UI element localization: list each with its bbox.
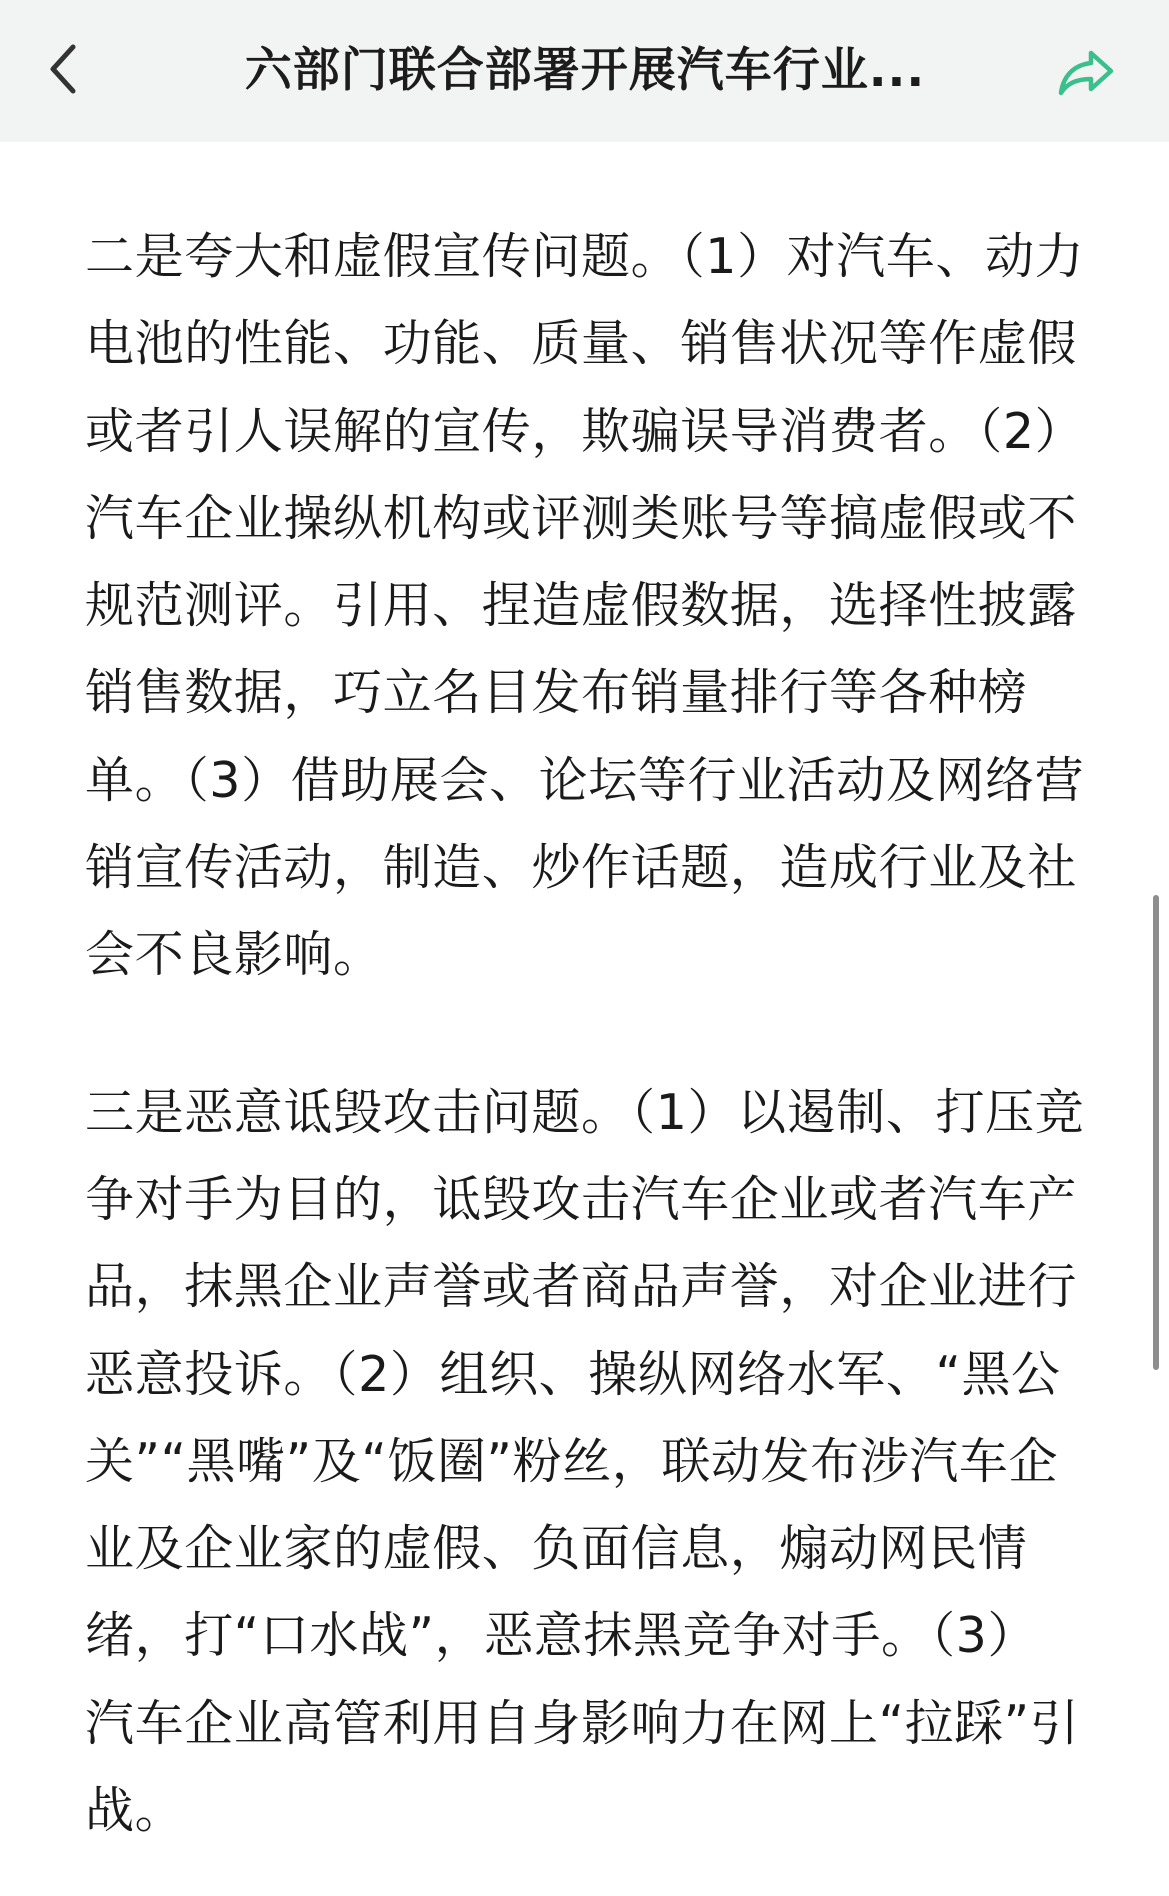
- back-button[interactable]: [28, 36, 98, 106]
- paragraph-spacer: [85, 999, 1085, 1069]
- share-arrow-icon: [1055, 47, 1117, 103]
- scrollbar-thumb[interactable]: [1153, 895, 1159, 1370]
- page-title: 六部门联合部署开展汽车行业...: [244, 43, 926, 98]
- share-button[interactable]: [1046, 40, 1126, 110]
- article-paragraph: 三是恶意诋毁攻击问题。（1）以遏制、打压竞争对手为目的，诋毁攻击汽车企业或者汽车产品，抹黑企业声誉或者商品声誉，对企业进行恶意投诉。（2）组织、操纵网络水军、“黑公关”“黑嘴”及“饭圈”粉丝，联动发布涉汽车企业及企业家的虚假、负面信息，煽动网民情绪，打“口水战”，恶意抹黑竞争对手。（3）汽车企业高管利用自身影响力在网上“拉踩”引战。: [85, 1083, 1085, 1840]
- article-body: [85, 213, 1085, 1854]
- chevron-left-icon: [43, 41, 83, 101]
- article-paragraph: 二是夸大和虚假宣传问题。（1）对汽车、动力电池的性能、功能、质量、销售状况等作虚假或者引人误解的宣传，欺骗误导消费者。（2）汽车企业操纵机构或评测类账号等搞虚假或不规范测评。引用、捏造虚假数据，选择性披露销售数据，巧立名目发布销量排行等各种榜单。（3）借助展会、论坛等行业活动及网络营销宣传活动，制造、炒作话题，造成行业及社会不良影响。: [85, 228, 1085, 984]
- top-navigation-bar: [0, 0, 1169, 142]
